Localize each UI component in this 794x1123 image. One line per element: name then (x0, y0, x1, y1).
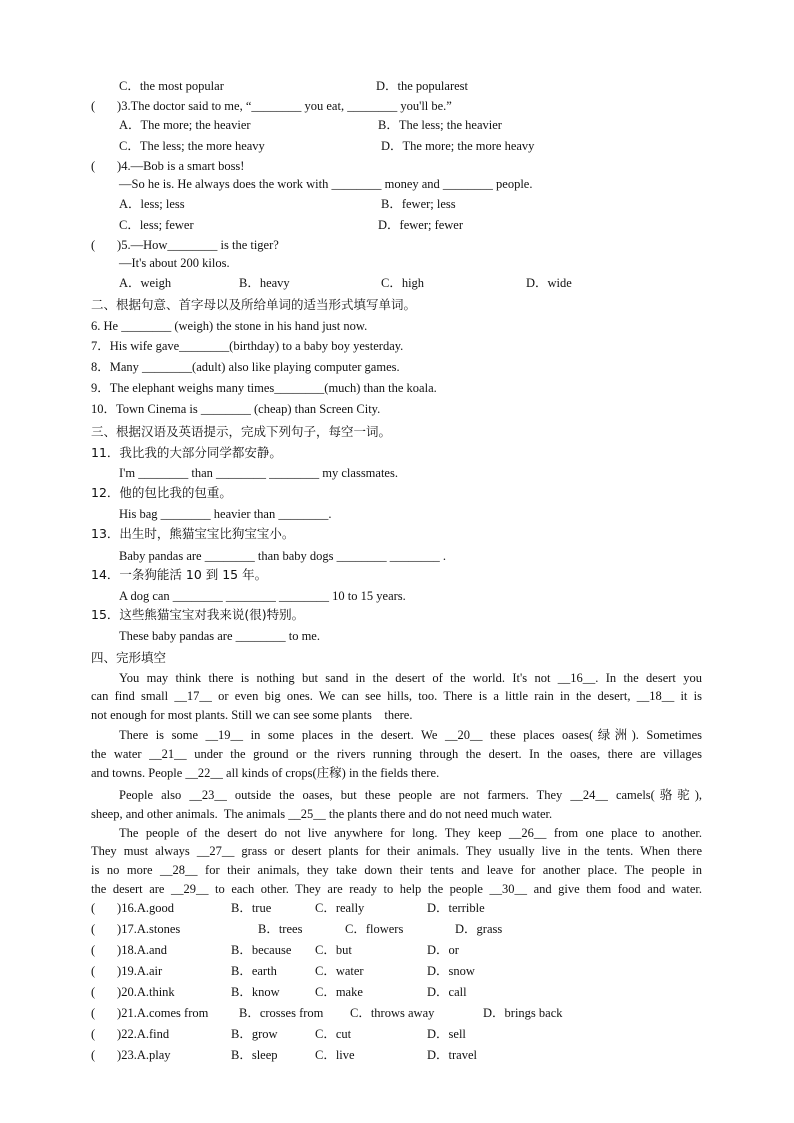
section-text-cn: 11．我比我的大部分同学都安静。 (91, 445, 282, 460)
option-c: C．really (315, 901, 365, 915)
option-b: B．grow (231, 1027, 278, 1041)
passage-line: You may think there is nothing but sand in the desert of the world. It's not __16__. In the desert you (119, 671, 702, 685)
text-line: Baby pandas are ________ than baby dogs ________ ________ . (119, 549, 447, 563)
question-number: ( )18.A.and (91, 943, 168, 957)
text-line: ( )5.—How________ is the tiger? (91, 238, 279, 252)
text-line: C．the most popular (119, 79, 224, 93)
option-b: B．earth (231, 964, 277, 978)
passage-line: is no more __28__ for their animals, they take down their tents and leave for another place. The people in (91, 863, 702, 877)
question-number: ( )20.A.think (91, 985, 175, 999)
passage-line: and towns. People __22__ all kinds of crops(庄稼) in the fields there. (91, 766, 440, 780)
option-b: B．sleep (231, 1048, 278, 1062)
option-c: C．but (315, 943, 352, 957)
text-line: 10．Town Cinema is ________ (cheap) than Screen City. (91, 402, 381, 416)
text-line: D．wide (526, 276, 572, 290)
option-c: C．water (315, 964, 364, 978)
option-c: C．flowers (345, 922, 404, 936)
option-b: B．crosses from (239, 1006, 324, 1020)
question-number: ( )23.A.play (91, 1048, 171, 1062)
passage-line: the desert are __29__ to each other. They are ready to help the people __30__ and give them food and water. (91, 882, 702, 896)
option-d: D．grass (455, 922, 503, 936)
question-number: ( )22.A.find (91, 1027, 170, 1041)
section-text-cn: 14．一条狗能活 10 到 15 年。 (91, 567, 268, 582)
option-c: C．make (315, 985, 363, 999)
text-line: C．less; fewer (119, 218, 194, 232)
option-d: D．call (427, 985, 467, 999)
text-line: B．fewer; less (381, 197, 456, 211)
option-d: D．sell (427, 1027, 466, 1041)
passage-line: They must always __27__ grass or desert plants for their animals. They usually live in the tents. When there (91, 844, 702, 858)
passage-line: the water __21__ under the ground or the rivers running through the desert. In the oases, there are villages (91, 747, 702, 761)
text-line: D．fewer; fewer (378, 218, 464, 232)
option-c: C．live (315, 1048, 355, 1062)
text-line: A．The more; the heavier (119, 118, 251, 132)
option-c: C．cut (315, 1027, 352, 1041)
option-b: B．because (231, 943, 292, 957)
question-number: ( )21.A.comes from (91, 1006, 209, 1020)
text-line: ( )3.The doctor said to me, “________ you eat, ________ you'll be.” (91, 99, 452, 113)
text-line: ( )4.—Bob is a smart boss! (91, 159, 245, 173)
option-b: B．know (231, 985, 280, 999)
text-line: A．weigh (119, 276, 172, 290)
text-line: 7．His wife gave________(birthday) to a baby boy yesterday. (91, 339, 404, 353)
passage-line: can find small __17__ or even big ones. We can see hills, too. There is a little rain in the desert, __18__ it is (91, 689, 702, 703)
text-line: C．high (381, 276, 425, 290)
option-d: D．snow (427, 964, 475, 978)
text-line: 8．Many ________(adult) also like playing computer games. (91, 360, 400, 374)
option-d: D．brings back (483, 1006, 563, 1020)
question-number: ( )17.A.stones (91, 922, 181, 936)
passage-line: not enough for most plants. Still we can see some plants there. (91, 708, 413, 722)
text-line: B．heavy (239, 276, 290, 290)
text-line: C．The less; the more heavy (119, 139, 265, 153)
text-line: D．the popularest (376, 79, 468, 93)
option-d: D．terrible (427, 901, 485, 915)
text-line: These baby pandas are ________ to me. (119, 629, 320, 643)
option-b: B．true (231, 901, 272, 915)
text-line: D．The more; the more heavy (381, 139, 535, 153)
text-line: B．The less; the heavier (378, 118, 502, 132)
question-number: ( )19.A.air (91, 964, 163, 978)
question-number: ( )16.A.good (91, 901, 174, 915)
section-text-cn: 三、根据汉语及英语提示，完成下列句子，每空一词。 (91, 424, 392, 439)
text-line: —So he is. He always does the work with ________ money and ________ people. (119, 177, 533, 191)
text-line: A．less; less (119, 197, 185, 211)
section-text-cn: 四、完形填空 (91, 650, 167, 665)
passage-line: People also __23__ outside the oases, but these people are not farmers. They __24__ camels(骆驼), (119, 788, 702, 802)
text-line: 6. He ________ (weigh) the stone in his hand just now. (91, 319, 368, 333)
option-c: C．throws away (350, 1006, 435, 1020)
passage-line: sheep, and other animals. The animals __25__ the plants there and do not need much water. (91, 807, 553, 821)
option-b: B．trees (258, 922, 303, 936)
section-text-cn: 12．他的包比我的包重。 (91, 485, 232, 500)
option-d: D．travel (427, 1048, 477, 1062)
option-d: D．or (427, 943, 459, 957)
text-line: 9．The elephant weighs many times________(much) than the koala. (91, 381, 437, 395)
text-line: A dog can ________ ________ ________ 10 to 15 years. (119, 589, 406, 603)
passage-line: There is some __19__ in some places in the desert. We __20__ these places oases(绿洲). Sometimes (119, 728, 702, 742)
passage-line: The people of the desert do not live anywhere for long. They keep __26__ from one place to another. (119, 826, 702, 840)
text-line: —It's about 200 kilos. (119, 256, 230, 270)
section-text-cn: 13．出生时，熊猫宝宝比狗宝宝小。 (91, 526, 295, 541)
text-line: His bag ________ heavier than ________. (119, 507, 332, 521)
section-text-cn: 二、根据句意、首字母以及所给单词的适当形式填写单词。 (91, 297, 417, 312)
section-text-cn: 15．这些熊猫宝宝对我来说(很)特别。 (91, 607, 305, 622)
text-line: I'm ________ than ________ ________ my classmates. (119, 466, 398, 480)
